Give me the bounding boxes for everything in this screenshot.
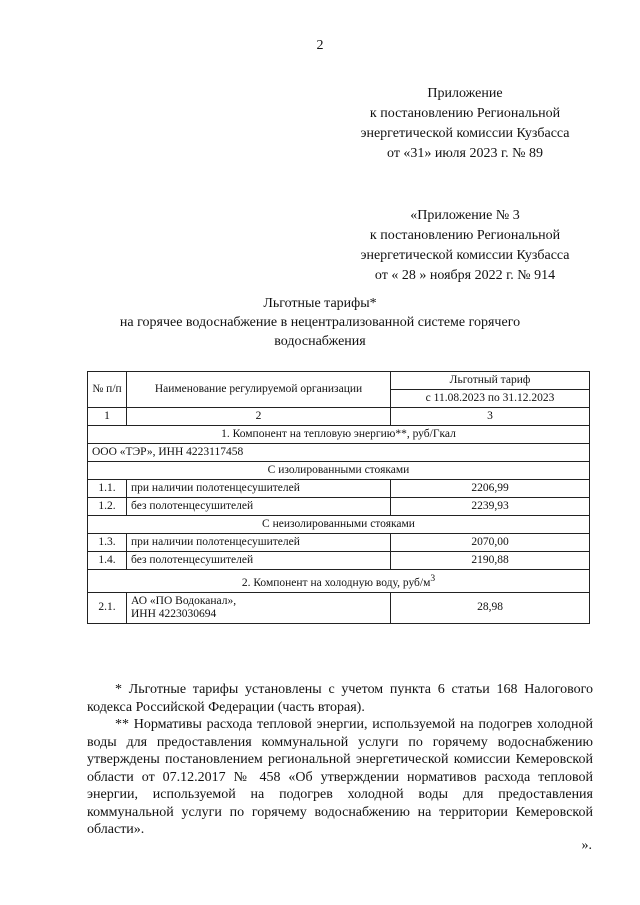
header-period: с 11.08.2023 по 31.12.2023 <box>391 390 590 408</box>
row-num: 1.2. <box>88 498 127 516</box>
subsection-insulated: С изолированными стояками <box>88 462 590 480</box>
subsection-row <box>88 516 590 534</box>
footnote-2: ** Нормативы расхода тепловой энергии, используемой на подогрев холодной воды для предоставления коммунальной услуги по горячему водоснабжению утверждены постановлением региональной энергетической комиссии Кемеровской области от 07.12.2017 № 458 «Об утверждении нормативов расхода тепловой энергии, используемой на подогрев холодной воды для предоставления коммунальной услуги по горячему водоснабжению на территории Кемеровской области». <box>87 717 593 837</box>
annex-original-line4: от « 28 » ноября 2022 г. № 914 <box>374 268 556 283</box>
colnum-cell: 1 <box>88 408 127 426</box>
header-tariff: Льготный тариф <box>391 372 590 390</box>
cubic-superscript: 3 <box>430 573 436 584</box>
annex-original-line3: энергетической комиссии Кузбасса <box>360 248 570 263</box>
annex-current-header <box>345 84 585 164</box>
column-number-row <box>88 408 590 426</box>
header-num: № п/п <box>88 372 127 408</box>
annex-original-line2: к постановлению Региональной <box>369 228 561 243</box>
section-cold-water-label: 2. Компонент на холодную воду, руб/м <box>241 576 431 589</box>
colnum-cell: 2 <box>127 408 391 426</box>
row-name: без полотенцесушителей <box>127 552 391 570</box>
document-title <box>80 294 560 351</box>
section-row <box>88 426 590 444</box>
org-row <box>88 444 590 462</box>
table-row <box>88 480 590 498</box>
row-name: при наличии полотенцесушителей <box>127 534 391 552</box>
row-value: 2239,93 <box>391 498 590 516</box>
annex-original-line1: «Приложение № 3 <box>410 208 520 223</box>
section-cold-water <box>88 570 590 593</box>
annex-current-line3: энергетической комиссии Кузбасса <box>360 126 570 141</box>
annex-current-line2: к постановлению Региональной <box>369 106 561 121</box>
table-header-row <box>88 372 590 390</box>
row-name-line2: ИНН 4223030694 <box>131 607 217 620</box>
subsection-uninsulated: С неизолированными стояками <box>88 516 590 534</box>
row-value: 28,98 <box>391 592 590 623</box>
header-org: Наименование регулируемой организации <box>127 372 391 408</box>
colnum-cell: 3 <box>391 408 590 426</box>
row-name: без полотенцесушителей <box>127 498 391 516</box>
row-value: 2190,88 <box>391 552 590 570</box>
row-num: 1.4. <box>88 552 127 570</box>
table-row <box>88 534 590 552</box>
footnotes <box>87 681 593 839</box>
row-name <box>127 592 391 623</box>
annex-current-line4: от «31» июля 2023 г. № 89 <box>387 146 543 161</box>
annex-current-line1: Приложение <box>427 86 503 101</box>
title-line2: на горячее водоснабжение в нецентрализованной системе горячего <box>119 315 521 330</box>
table-row <box>88 552 590 570</box>
row-num: 2.1. <box>88 592 127 623</box>
section-heat: 1. Компонент на тепловую энергию**, руб/Гкал <box>88 426 590 444</box>
row-num: 1.3. <box>88 534 127 552</box>
closing-quote: ». <box>581 838 592 853</box>
tariff-table <box>87 371 590 624</box>
table-row <box>88 498 590 516</box>
title-line1: Льготные тарифы* <box>263 296 377 311</box>
page-number: 2 <box>316 38 324 53</box>
org-ter: ООО «ТЭР», ИНН 4223117458 <box>88 444 590 462</box>
footnote-1: * Льготные тарифы установлены с учетом пункта 6 статьи 168 Налогового кодекса Российской Федерации (часть вторая). <box>87 682 593 715</box>
subsection-row <box>88 462 590 480</box>
section-row <box>88 570 590 593</box>
row-name-line1: АО «ПО Водоканал», <box>131 594 237 607</box>
row-name: при наличии полотенцесушителей <box>127 480 391 498</box>
annex-original-header <box>345 206 585 286</box>
title-line3: водоснабжения <box>274 334 366 349</box>
row-value: 2206,99 <box>391 480 590 498</box>
table-row <box>88 592 590 623</box>
row-value: 2070,00 <box>391 534 590 552</box>
row-num: 1.1. <box>88 480 127 498</box>
